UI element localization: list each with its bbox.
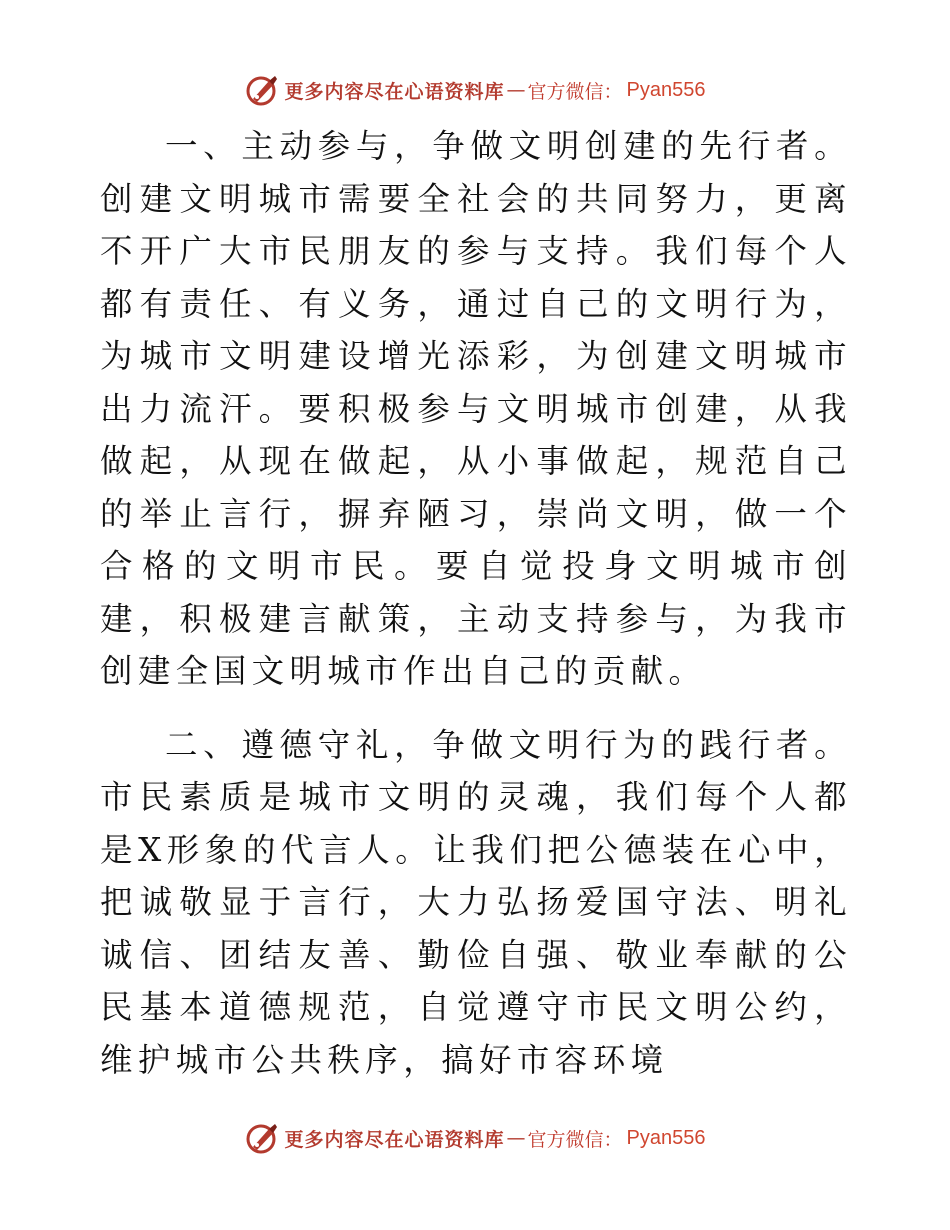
document-body — [100, 120, 852, 1086]
banner-wechat-id: Pyan556 — [626, 1126, 706, 1149]
header-banner — [0, 70, 950, 110]
banner-wechat-label: 官方微信： — [527, 1128, 623, 1151]
pen-logo-icon — [245, 73, 279, 107]
paragraph-2: 二、遵德守礼，争做文明行为的践行者。市民素质是城市文明的灵魂，我们每个人都是X形象的代言人。让我们把公德装在心中，把诚敬显于言行，大力弘扬爱国守法、明礼诚信、团结友善、勤俭自强、敬业奉献的公民基本道德规范，自觉遵守市民文明公约，维护城市公共秩序，搞好市容环境 — [100, 725, 852, 1079]
banner-separator: — — [506, 79, 526, 101]
banner-site-text: 更多内容尽在心语资料库 — [284, 80, 505, 103]
paragraph-1: 一、主动参与，争做文明创建的先行者。创建文明城市需要全社会的共同努力，更离不开广大市民朋友的参与支持。我们每个人都有责任、有义务，通过自己的文明行为，为城市文明建设增光添彩，为创建文明城市出力流汗。要积极参与文明城市创建，从我做起，从现在做起，从小事做起，规范自己的举止言行，摒弃陋习，崇尚文明，做一个合格的文明市民。要自觉投身文明城市创建，积极建言献策，主动支持参与，为我市创建全国文明城市作出自己的贡献。 — [100, 127, 852, 690]
banner-wechat-id: Pyan556 — [626, 78, 706, 101]
banner-separator: — — [506, 1127, 526, 1149]
banner-wechat-label: 官方微信： — [527, 80, 623, 103]
banner-site-text: 更多内容尽在心语资料库 — [284, 1128, 505, 1151]
footer-banner — [0, 1118, 950, 1158]
pen-logo-icon — [245, 1121, 279, 1155]
